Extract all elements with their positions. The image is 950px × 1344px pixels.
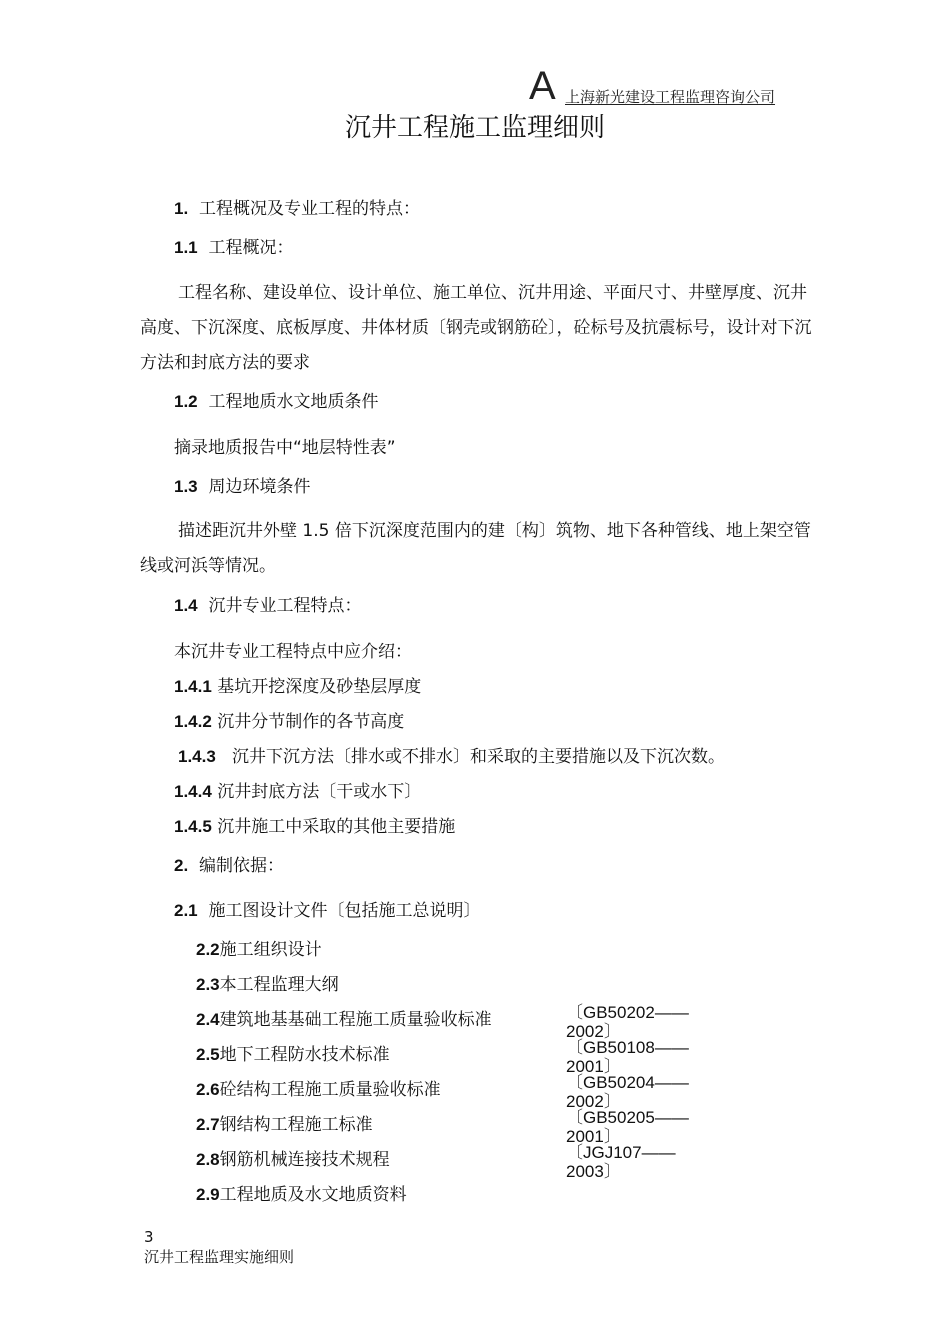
footer-doc-name: 沉井工程监理实施细则 [144,1248,295,1266]
heading-1-1 [174,237,293,259]
heading-number: 1. [174,199,189,218]
basis-item [196,1079,441,1101]
heading-number: 1.3 [174,477,198,496]
heading-text: 基坑开挖深度及砂垫层厚度 [217,677,422,697]
heading-text: 沉井分节制作的各节高度 [217,712,405,732]
heading-2 [174,855,284,877]
item-text: 工程地质及水文地质资料 [219,1185,407,1205]
heading-text: 周边环境条件 [208,477,311,497]
standard-code-text: 〔JGJ107——2003〕 [566,1143,676,1181]
heading-text: 工程概况及专业工程的特点： [199,199,420,219]
basis-item [196,1114,373,1136]
heading-number: 1.4.5 [174,817,212,836]
item-number: 2.8 [196,1150,220,1169]
heading-text: 编制依据： [199,856,284,876]
standard-code [566,1038,726,1076]
company-logo-letter: A [529,64,556,108]
item-number: 2.7 [196,1115,220,1134]
heading-text: 工程地质水文地质条件 [208,392,379,412]
page-number: 3 [144,1228,154,1246]
item-text: 钢筋机械连接技术规程 [219,1150,390,1170]
item-text: 砼结构工程施工质量验收标准 [219,1080,441,1100]
heading-number: 1.4 [174,596,198,615]
basis-item [196,1184,407,1206]
standard-code-text: 〔GB50108——2001〕 [566,1038,689,1076]
basis-item [196,1149,390,1171]
heading-number: 1.1 [174,238,198,257]
company-name: 上海新光建设工程监理咨询公司 [565,88,776,106]
heading-text: 沉井封底方法〔干或水下〕 [217,782,422,802]
heading-2-1 [174,900,480,922]
standard-code [566,1003,726,1041]
item-number: 2.4 [196,1010,220,1029]
basis-item [196,974,339,996]
heading-1-4-5 [174,816,455,838]
heading-1-4-4 [174,781,421,803]
document-title: 沉井工程施工监理细则 [344,113,605,143]
heading-1-2 [174,391,378,413]
item-text: 地下工程防水技术标准 [219,1045,390,1065]
item-number: 2.6 [196,1080,220,1099]
heading-1-4-2 [174,711,404,733]
paragraph-project-overview: 工程名称、建设单位、设计单位、施工单位、沉井用途、平面尺寸、井壁厚度、沉井高度、下沉深度、底板厚度、井体材质〔钢壳或钢筋砼〕，砼标号及抗震标号，设计对下沉方法和封底方法的要求 [140,283,812,373]
heading-1 [174,198,420,220]
standard-code [566,1143,712,1181]
item-text: 建筑地基基础工程施工质量验收标准 [219,1010,492,1030]
heading-number: 1.4.2 [174,712,212,731]
item-text: 本工程监理大纲 [219,975,339,995]
paragraph-features-intro: 本沉井专业工程特点中应介绍： [174,642,412,662]
item-number: 2.9 [196,1185,220,1204]
standard-code [566,1108,726,1146]
heading-text: 沉井下沉方法〔排水或不排水〕和采取的主要措施以及下沉次数。 [232,747,726,767]
heading-number: 1.4.4 [174,782,212,801]
heading-text: 施工图设计文件〔包括施工总说明〕 [208,901,481,921]
standard-code-text: 〔GB50205——2001〕 [566,1108,689,1146]
heading-number: 2.1 [174,901,198,920]
heading-number: 2. [174,856,189,875]
basis-item [196,939,322,961]
basis-item [196,1009,492,1031]
heading-number: 1.2 [174,392,198,411]
standard-code-text: 〔GB50202——2002〕 [566,1003,689,1041]
heading-text: 工程概况： [208,238,294,258]
item-text: 钢结构工程施工标准 [219,1115,373,1135]
standard-code-text: 〔GB50204——2002〕 [566,1073,689,1111]
heading-text: 沉井专业工程特点： [208,596,362,616]
heading-number: 1.4.1 [174,677,212,696]
item-number: 2.5 [196,1045,220,1064]
item-text: 施工组织设计 [219,940,322,960]
heading-1-4-3 [178,746,725,768]
heading-1-4 [174,595,361,617]
paragraph-surroundings: 描述距沉井外壁 1.5 倍下沉深度范围内的建〔构〕筑物、地下各种管线、地上架空管线或河浜等情况。 [140,521,811,576]
item-number: 2.2 [196,940,220,959]
heading-1-3 [174,476,310,498]
heading-number: 1.4.3 [178,747,216,766]
basis-item [196,1044,390,1066]
heading-1-4-1 [174,676,421,698]
paragraph-geology: 摘录地质报告中“地层特性表” [174,438,396,458]
standard-code [566,1073,726,1111]
heading-text: 沉井施工中采取的其他主要措施 [217,817,456,837]
item-number: 2.3 [196,975,220,994]
